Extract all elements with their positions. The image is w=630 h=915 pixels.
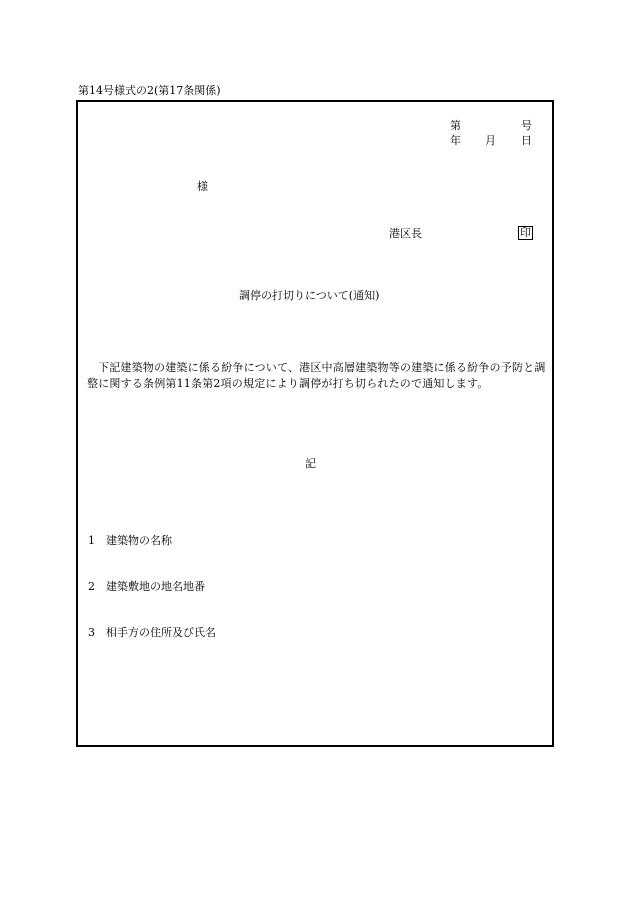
item-2-number: 2 xyxy=(88,580,95,593)
issuer-title: 港区長 xyxy=(389,227,422,240)
item-1-label: 建築物の名称 xyxy=(106,534,172,547)
item-1-number: 1 xyxy=(88,534,95,547)
seal-label: 印 xyxy=(520,226,531,239)
number-prefix: 第 xyxy=(450,119,461,132)
seal-mark xyxy=(518,226,533,240)
item-3-number: 3 xyxy=(88,626,95,639)
date-day: 日 xyxy=(521,134,532,147)
record-heading: 記 xyxy=(305,457,316,470)
number-suffix: 号 xyxy=(521,119,532,132)
item-2-label: 建築敷地の地名地番 xyxy=(106,580,205,593)
form-number-header: 第14号様式の2(第17条関係) xyxy=(78,84,221,97)
body-paragraph: 下記建築物の建築に係る紛争について、港区中高層建築物等の建築に係る紛争の予防と調整に関する条例第11条第2項の規定により調停が打ち切られたので通知します。 xyxy=(87,361,546,390)
date-month: 月 xyxy=(485,134,496,147)
item-3-label: 相手方の住所及び氏名 xyxy=(106,626,216,639)
document-title: 調停の打切りについて(通知) xyxy=(239,289,380,302)
date-year: 年 xyxy=(450,134,461,147)
form-frame xyxy=(76,100,554,747)
addressee-honorific: 様 xyxy=(197,180,208,193)
